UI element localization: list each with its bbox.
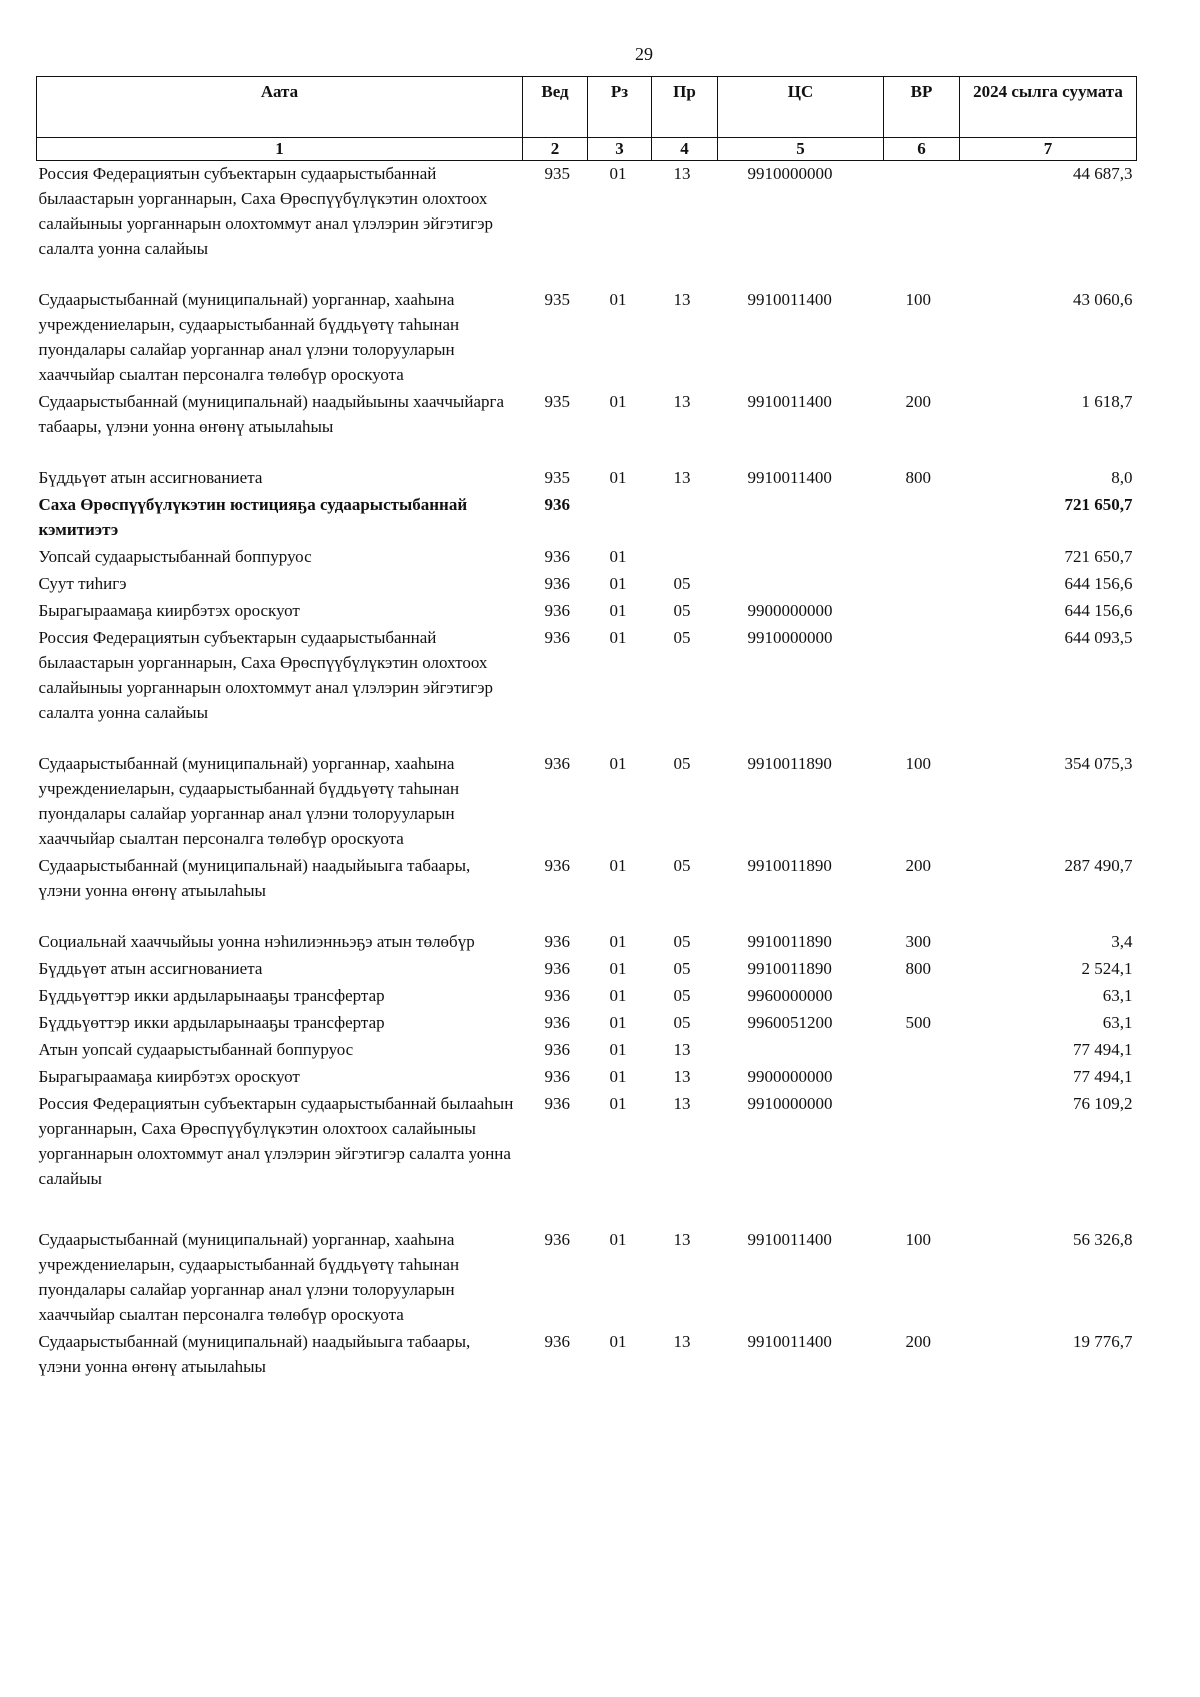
column-number: 4 (652, 138, 718, 161)
table-row (37, 465, 1137, 492)
row-vr: 800 (905, 468, 931, 487)
row-rz: 01 (609, 932, 627, 951)
row-pr: 05 (673, 959, 691, 978)
row-pr: 05 (673, 856, 691, 875)
row-name: Бүддьүөттэр икки ардыларынааҕы трансфертар (38, 1013, 385, 1032)
row-cs: 9910000000 (747, 164, 833, 183)
row-vr (884, 1091, 960, 1227)
row-vr (884, 161, 960, 288)
row-pr: 13 (673, 164, 691, 183)
row-amount: 644 156,6 (1064, 574, 1133, 593)
table-row (37, 1037, 1137, 1064)
column-number-row (37, 138, 1137, 161)
row-pr: 13 (673, 1094, 691, 1113)
row-ved: 936 (544, 547, 570, 566)
row-rz: 01 (609, 547, 627, 566)
row-rz: 01 (609, 1230, 627, 1249)
row-ved: 936 (544, 754, 570, 773)
header-amount: 2024 сылга суумата (960, 77, 1137, 138)
table-row (37, 853, 1137, 929)
row-pr: 13 (673, 1067, 691, 1086)
row-ved: 936 (544, 628, 570, 647)
row-cs (718, 571, 884, 598)
row-ved: 936 (544, 601, 570, 620)
column-number: 2 (523, 138, 588, 161)
table-row (37, 544, 1137, 571)
row-pr: 05 (673, 1013, 691, 1032)
table-row (37, 625, 1137, 751)
row-pr: 13 (673, 1040, 691, 1059)
table-row (37, 956, 1137, 983)
row-rz: 01 (609, 601, 627, 620)
table-body (37, 161, 1137, 1382)
header-vr: ВР (884, 77, 960, 138)
row-rz: 01 (609, 164, 627, 183)
row-cs: 9910011890 (747, 932, 832, 951)
row-name: Бүддьүөт атын ассигнованиета (38, 468, 263, 487)
row-ved: 936 (544, 1094, 570, 1113)
column-number: 3 (588, 138, 652, 161)
row-amount: 3,4 (1111, 932, 1133, 951)
row-amount: 644 156,6 (1064, 601, 1133, 620)
row-ved: 936 (544, 1332, 570, 1351)
row-name: Судаарыстыбаннай (муниципальнай) уорганнар, хааһына учреждениеларын, судаарыстыбаннай бүддьүөтү таһынан пуондалары салайар уорганнар анал үлэни толорууларын хааччыйар сыалтан персоналга төлөбүр ороскуота (38, 290, 460, 384)
row-name: Суут тиһигэ (38, 574, 127, 593)
row-amount: 2 524,1 (1081, 959, 1133, 978)
row-cs: 9910000000 (747, 1094, 833, 1113)
table-row (37, 287, 1137, 389)
header-row (37, 77, 1137, 138)
row-amount: 8,0 (1111, 468, 1133, 487)
table-row (37, 1227, 1137, 1329)
row-amount: 43 060,6 (1073, 290, 1133, 309)
row-amount: 721 650,7 (1064, 547, 1133, 566)
row-vr: 200 (905, 392, 931, 411)
row-name: Саха Өрөспүүбүлүкэтин юстицияҕа судаарыстыбаннай кэмитиэтэ (38, 495, 468, 539)
row-pr: 13 (673, 290, 691, 309)
table-row (37, 929, 1137, 956)
row-cs (718, 544, 884, 571)
row-cs (718, 492, 884, 544)
budget-table (36, 76, 1137, 1381)
column-number: 5 (718, 138, 884, 161)
row-rz: 01 (609, 1040, 627, 1059)
table-row (37, 1010, 1137, 1037)
row-cs: 9910011400 (747, 392, 832, 411)
row-vr: 500 (905, 1013, 931, 1032)
row-name: Социальнай хааччыйыы уонна нэһилиэнньэҕэ атын төлөбүр (38, 932, 475, 951)
row-cs: 9910011400 (747, 290, 832, 309)
table-row (37, 1329, 1137, 1381)
row-vr (884, 544, 960, 571)
row-ved: 936 (544, 495, 570, 514)
row-vr (884, 598, 960, 625)
row-pr (652, 492, 718, 544)
row-name: Уопсай судаарыстыбаннай боппуруос (38, 547, 312, 566)
row-name: Россия Федерациятын субъектарын судаарыстыбаннай былаастарын уорганнарын, Саха Өрөспүүбүлүкэтин олохтоох салайыныы уорганнарын олохтоммут анал үлэлэрин эйгэтигэр салалта уонна салайыы (38, 164, 494, 258)
row-name: Бырагыраамаҕа киирбэтэх ороскуот (38, 1067, 300, 1086)
row-pr: 05 (673, 986, 691, 1005)
row-amount: 77 494,1 (1073, 1040, 1133, 1059)
row-ved: 936 (544, 856, 570, 875)
row-rz: 01 (609, 468, 627, 487)
table-row (37, 571, 1137, 598)
column-number: 6 (884, 138, 960, 161)
row-ved: 936 (544, 1013, 570, 1032)
row-ved: 936 (544, 932, 570, 951)
row-rz: 01 (609, 574, 627, 593)
row-cs (718, 1037, 884, 1064)
row-vr (884, 492, 960, 544)
row-ved: 936 (544, 959, 570, 978)
row-ved: 935 (544, 468, 570, 487)
table-row (37, 161, 1137, 288)
row-vr: 200 (905, 856, 931, 875)
row-amount: 354 075,3 (1064, 754, 1133, 773)
table-row (37, 1091, 1137, 1227)
row-cs: 9960051200 (747, 1013, 833, 1032)
row-vr: 300 (905, 932, 931, 951)
row-pr: 05 (673, 601, 691, 620)
row-rz: 01 (609, 1013, 627, 1032)
row-amount: 56 326,8 (1073, 1230, 1133, 1249)
row-ved: 936 (544, 986, 570, 1005)
row-vr: 100 (905, 754, 931, 773)
row-ved: 935 (544, 164, 570, 183)
table-row (37, 751, 1137, 853)
row-pr: 13 (673, 1230, 691, 1249)
table-row (37, 598, 1137, 625)
row-ved: 936 (544, 1067, 570, 1086)
row-rz: 01 (609, 986, 627, 1005)
column-number: 1 (37, 138, 523, 161)
row-amount: 63,1 (1102, 1013, 1133, 1032)
row-pr: 13 (673, 1332, 691, 1351)
row-amount: 1 618,7 (1081, 392, 1133, 411)
row-vr: 100 (905, 1230, 931, 1249)
row-pr: 05 (673, 754, 691, 773)
table-row (37, 492, 1137, 544)
row-amount: 287 490,7 (1064, 856, 1133, 875)
row-amount: 19 776,7 (1073, 1332, 1133, 1351)
row-rz (588, 492, 652, 544)
row-vr: 800 (905, 959, 931, 978)
row-vr: 200 (905, 1332, 931, 1351)
row-pr: 13 (673, 468, 691, 487)
row-pr: 05 (673, 932, 691, 951)
row-rz: 01 (609, 959, 627, 978)
row-cs: 9910000000 (747, 628, 833, 647)
row-name: Бүддьүөт атын ассигнованиета (38, 959, 263, 978)
row-cs: 9960000000 (747, 986, 833, 1005)
row-name: Судаарыстыбаннай (муниципальнай) наадыйыыга табаары, үлэни уонна өҥөнү атыылаһыы (38, 1332, 471, 1376)
row-amount: 44 687,3 (1073, 164, 1133, 183)
page-number: 29 (635, 44, 653, 64)
row-name: Судаарыстыбаннай (муниципальнай) уорганнар, хааһына учреждениеларын, судаарыстыбаннай бүддьүөтү таһынан пуондалары салайар уорганнар анал үлэни толорууларын хааччыйар сыалтан персоналга төлөбүр ороскуота (38, 754, 460, 848)
row-cs: 9910011890 (747, 856, 832, 875)
table-row (37, 389, 1137, 465)
row-vr (884, 1064, 960, 1091)
row-cs: 9910011400 (747, 1230, 832, 1249)
row-name: Судаарыстыбаннай (муниципальнай) наадыйыыны хааччыйарга табаары, үлэни уонна өҥөнү атыылаһыы (38, 392, 505, 436)
row-pr: 13 (673, 392, 691, 411)
row-rz: 01 (609, 856, 627, 875)
row-vr: 100 (905, 290, 931, 309)
row-vr (884, 571, 960, 598)
row-ved: 935 (544, 290, 570, 309)
row-name: Бүддьүөттэр икки ардыларынааҕы трансфертар (38, 986, 385, 1005)
table-row (37, 1064, 1137, 1091)
row-ved: 936 (544, 1230, 570, 1249)
row-ved: 936 (544, 574, 570, 593)
header-name: Аата (37, 77, 523, 138)
row-pr: 05 (673, 628, 691, 647)
row-pr (652, 544, 718, 571)
row-cs: 9910011400 (747, 1332, 832, 1351)
header-pr: Пр (652, 77, 718, 138)
row-rz: 01 (609, 290, 627, 309)
row-cs: 9910011890 (747, 754, 832, 773)
row-ved: 936 (544, 1040, 570, 1059)
row-cs: 9900000000 (747, 601, 833, 620)
row-cs: 9910011400 (747, 468, 832, 487)
row-amount: 721 650,7 (1064, 495, 1133, 514)
row-ved: 935 (544, 392, 570, 411)
row-vr (884, 625, 960, 751)
row-rz: 01 (609, 1067, 627, 1086)
header-rz: Рз (588, 77, 652, 138)
row-amount: 63,1 (1102, 986, 1133, 1005)
row-amount: 644 093,5 (1064, 628, 1133, 647)
row-rz: 01 (609, 392, 627, 411)
column-number: 7 (960, 138, 1137, 161)
row-name: Судаарыстыбаннай (муниципальнай) наадыйыыга табаары, үлэни уонна өҥөнү атыылаһыы (38, 856, 471, 900)
row-name: Россия Федерациятын субъектарын судаарыстыбаннай былааһын уорганнарын, Саха Өрөспүүбүлүкэтин олохтоох салайыныы уорганнарын олохтоммут анал үлэлэрин эйгэтигэр салалта уонна салайыы (38, 1094, 514, 1188)
row-pr: 05 (673, 574, 691, 593)
table-row (37, 983, 1137, 1010)
row-rz: 01 (609, 628, 627, 647)
row-rz: 01 (609, 754, 627, 773)
row-amount: 77 494,1 (1073, 1067, 1133, 1086)
row-rz: 01 (609, 1332, 627, 1351)
row-cs: 9910011890 (747, 959, 832, 978)
row-vr (884, 1037, 960, 1064)
row-name: Атын уопсай судаарыстыбаннай боппуруос (38, 1040, 354, 1059)
row-vr (884, 983, 960, 1010)
row-rz: 01 (609, 1094, 627, 1113)
row-cs: 9900000000 (747, 1067, 833, 1086)
row-name: Россия Федерациятын субъектарын судаарыстыбаннай былаастарын уорганнарын, Саха Өрөспүүбүлүкэтин олохтоох салайыныы уорганнарын олохтоммут анал үлэлэрин эйгэтигэр салалта уонна салайыы (38, 628, 494, 722)
header-ved: Вед (523, 77, 588, 138)
row-amount: 76 109,2 (1073, 1094, 1133, 1113)
row-name: Бырагыраамаҕа киирбэтэх ороскуот (38, 601, 300, 620)
row-name: Судаарыстыбаннай (муниципальнай) уорганнар, хааһына учреждениеларын, судаарыстыбаннай бүддьүөтү таһынан пуондалары салайар уорганнар анал үлэни толорууларын хааччыйар сыалтан персоналга төлөбүр ороскуота (38, 1230, 460, 1324)
header-cs: ЦС (718, 77, 884, 138)
